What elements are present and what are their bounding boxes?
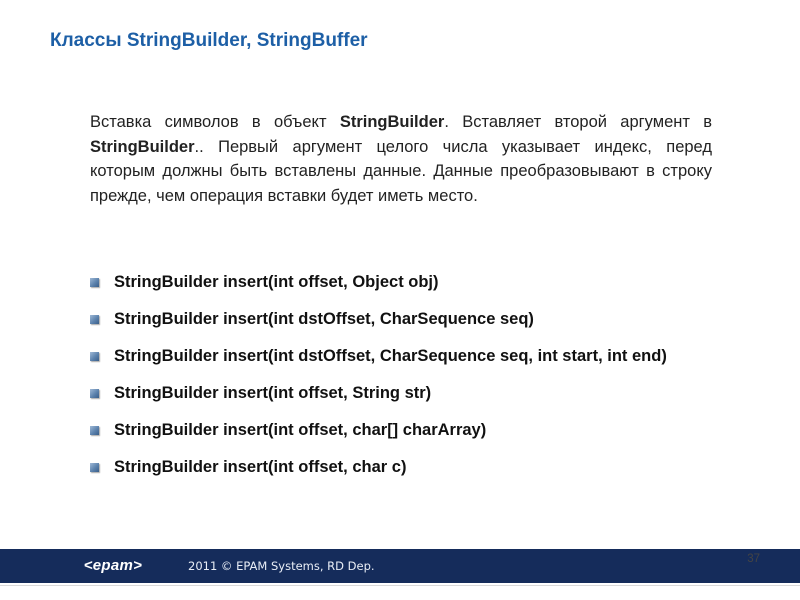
method-signature: StringBuilder insert(int offset, char[] charArray) (114, 421, 487, 439)
method-list (88, 270, 728, 492)
bullet-icon (90, 463, 99, 472)
epam-logo: <epam> (83, 557, 143, 574)
method-item (88, 270, 728, 295)
page-number: 37 (747, 553, 760, 565)
intro-text-3: .. Первый аргумент целого числа указывает индекс, перед которым должны быть вставлены данные. Данные преобразовывают в строку прежде, чем операция вставки будет иметь место. (90, 137, 712, 205)
method-signature: StringBuilder insert(int offset, Object obj) (114, 273, 439, 291)
method-signature: StringBuilder insert(int dstOffset, CharSequence seq, int start, int end) (114, 347, 667, 365)
method-signature: StringBuilder insert(int offset, char c) (114, 458, 407, 476)
method-signature: StringBuilder insert(int offset, String str) (114, 384, 432, 402)
method-item (88, 381, 728, 406)
intro-text-2: . Вставляет второй аргумент в (444, 113, 712, 131)
method-signature: StringBuilder insert(int dstOffset, CharSequence seq) (114, 310, 534, 328)
method-item (88, 307, 728, 332)
intro-bold-1: StringBuilder (339, 113, 445, 131)
bullet-icon (90, 426, 99, 435)
bottom-divider (0, 585, 800, 586)
method-item (88, 344, 728, 369)
footer-copyright: 2011 © EPAM Systems, RD Dep. (188, 559, 375, 573)
bullet-icon (90, 352, 99, 361)
method-item (88, 455, 728, 480)
intro-bold-2: StringBuilder (90, 137, 195, 156)
bullet-icon (90, 389, 99, 398)
intro-paragraph (90, 110, 712, 208)
slide-title: Классы StringBuilder, StringBuffer (50, 30, 368, 51)
intro-text-1: Вставка символов в объект (90, 113, 340, 131)
method-item (88, 418, 728, 443)
bullet-icon (90, 278, 99, 287)
bullet-icon (90, 315, 99, 324)
footer-bar (0, 549, 800, 583)
